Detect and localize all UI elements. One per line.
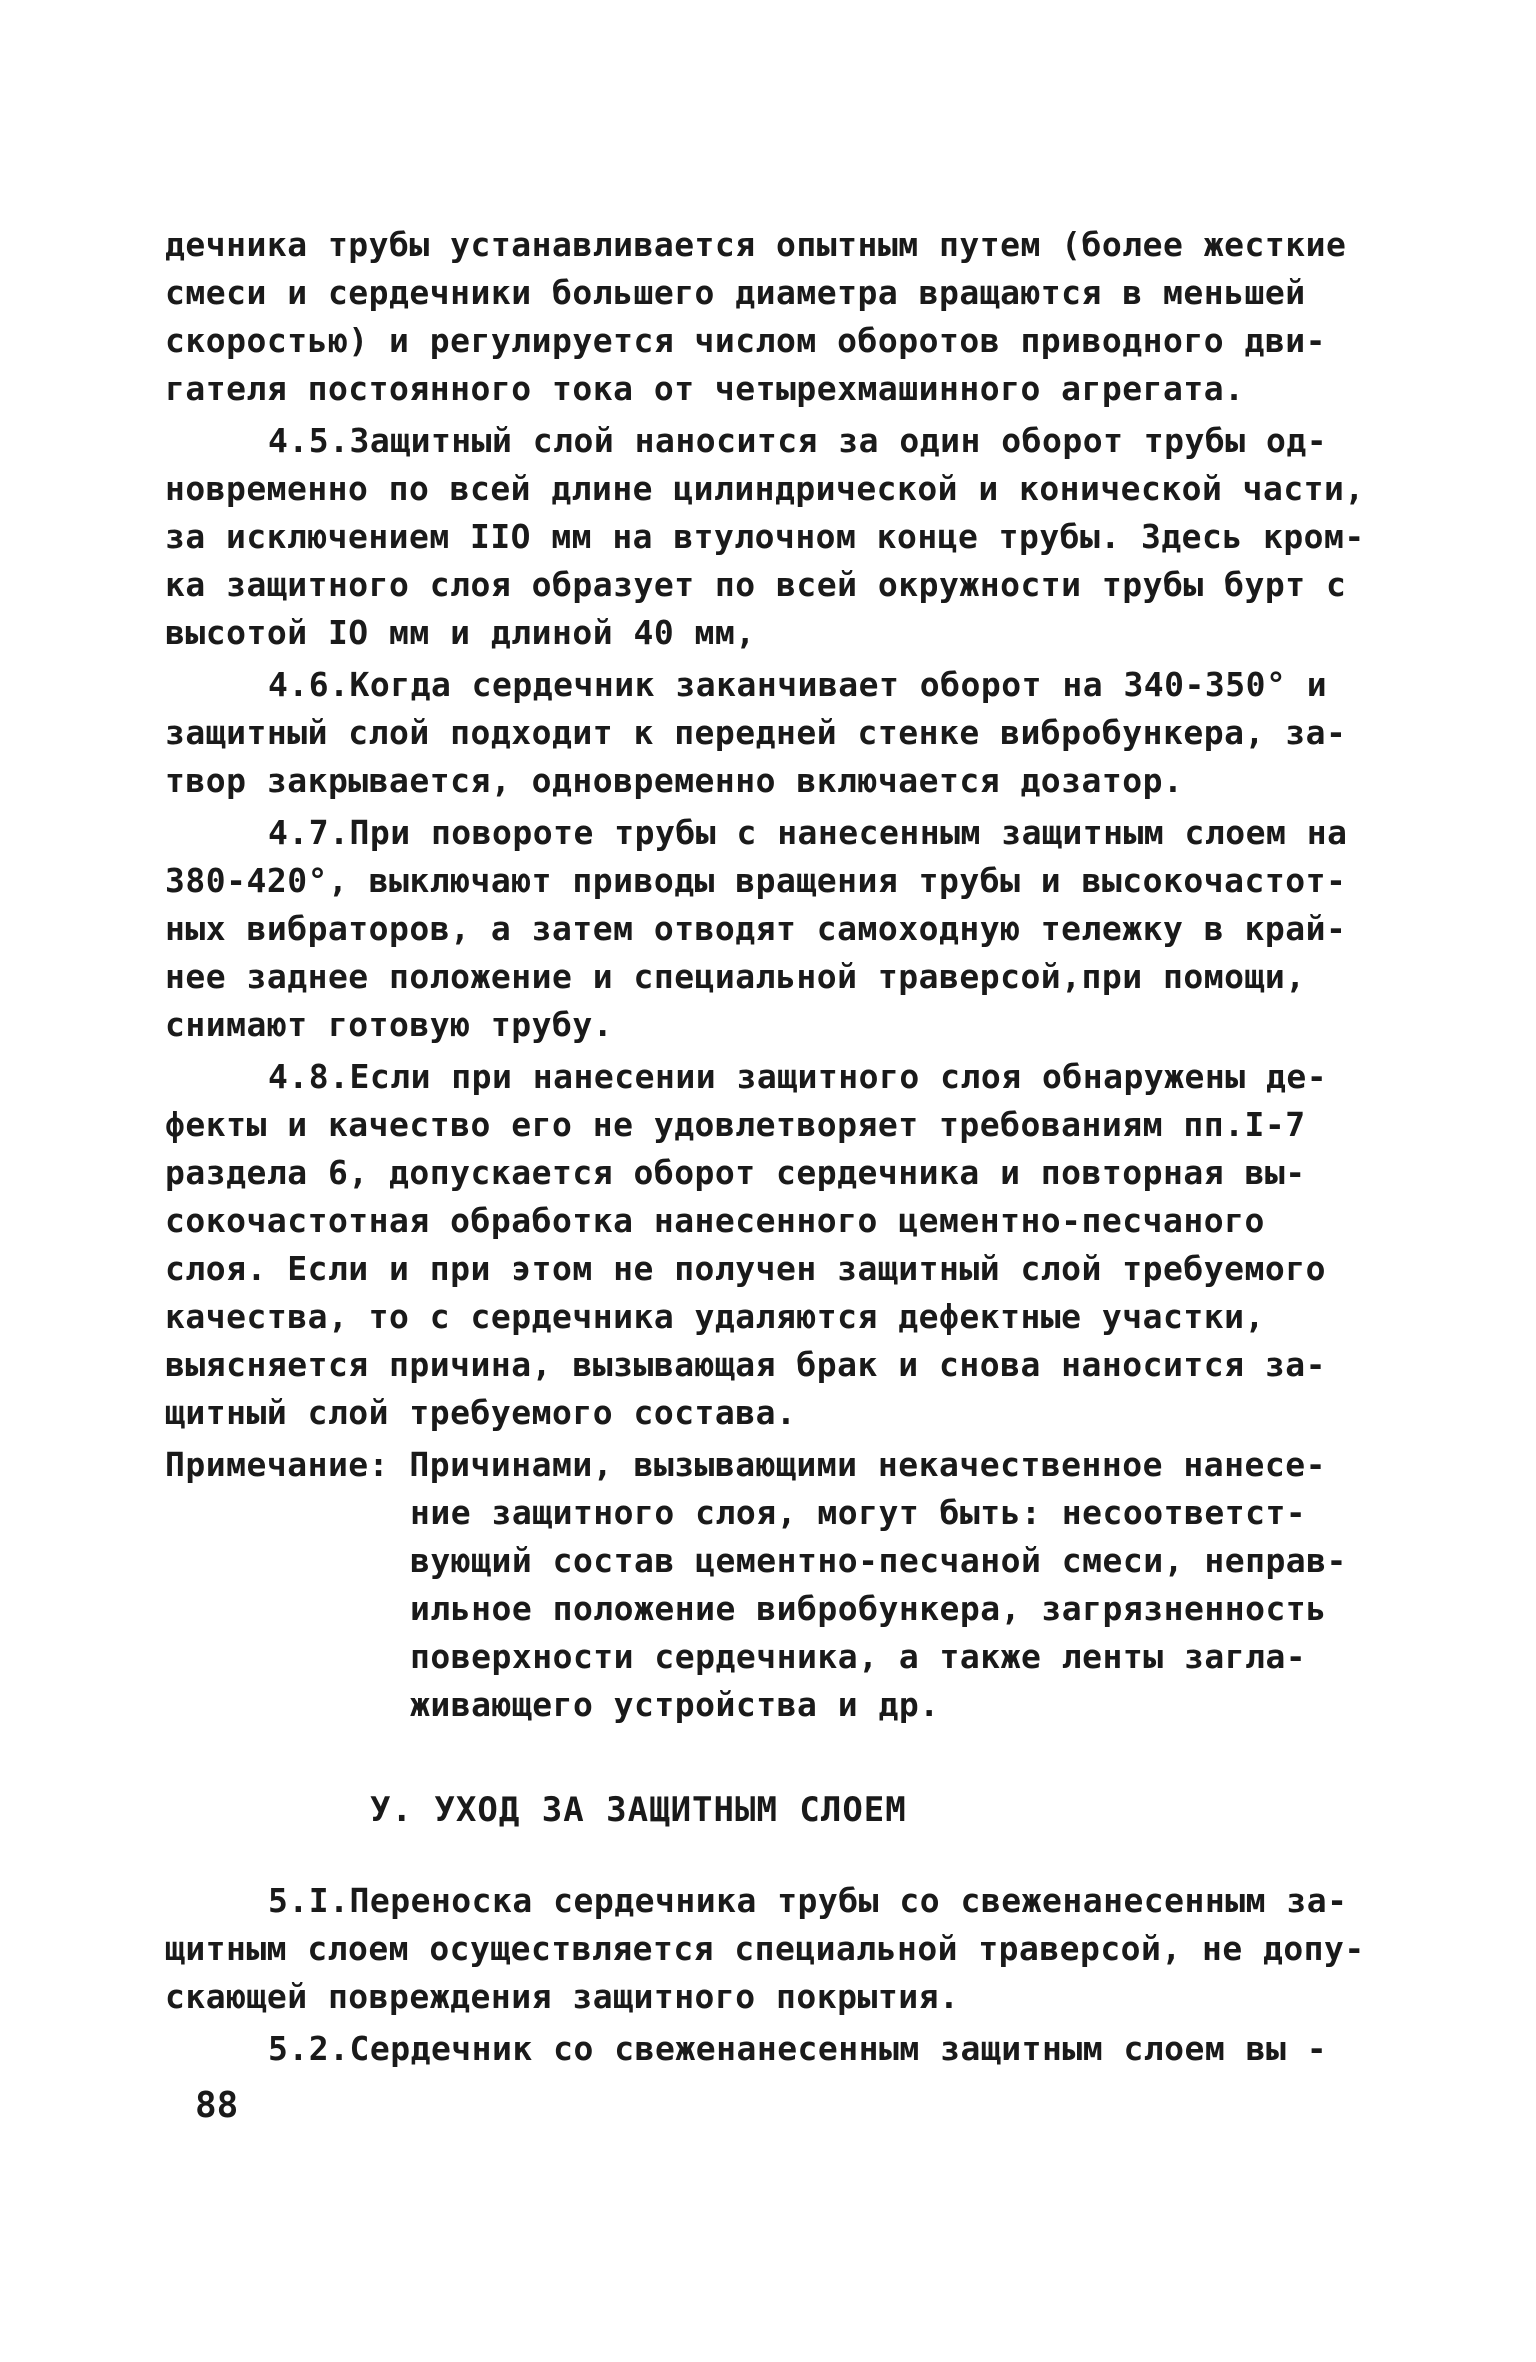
text-line: твор закрывается, одновременно включается дозатор. [165, 761, 1184, 800]
text-line: качества, то с сердечника удаляются дефектные участки, [165, 1297, 1265, 1336]
text-line: гателя постоянного тока от четырехмашинного агрегата. [165, 369, 1245, 408]
text-line: защитный слой подходит к передней стенке вибробункера, за- [165, 713, 1347, 752]
text-line: снимают готовую трубу. [165, 1005, 614, 1044]
text-line: сокочастотная обработка нанесенного цементно-песчаного [165, 1201, 1265, 1240]
text-line: 5.2.Сердечник со свеженанесенным защитным слоем вы - [268, 2029, 1328, 2068]
text-line: фекты и качество его не удовлетворяет требованиям пп.I-7 [165, 1105, 1306, 1144]
page-number: 88 [195, 2085, 239, 2126]
text-line: 4.5.Защитный слой наносится за один оборот трубы од- [268, 421, 1328, 460]
note-line: ильное положение вибробункера, загрязненность [410, 1589, 1327, 1628]
text-line: 4.7.При повороте трубы с нанесенным защитным слоем на [268, 813, 1348, 852]
text-line: 380-420°, выключают приводы вращения трубы и высокочастот- [165, 861, 1347, 900]
text-line: щитный слой требуемого состава. [165, 1393, 797, 1432]
note-line: поверхности сердечника, а также ленты загла- [410, 1637, 1307, 1676]
note-line: вующий состав цементно-песчаной смеси, неправ- [410, 1541, 1347, 1580]
text-line: скоростью) и регулируется числом оборотов приводного дви- [165, 321, 1326, 360]
text-line: ных вибраторов, а затем отводят самоходную тележку в край- [165, 909, 1347, 948]
text-line: скающей повреждения защитного покрытия. [165, 1977, 960, 2016]
text-line: выясняется причина, вызывающая брак и снова наносится за- [165, 1345, 1326, 1384]
note-line: живающего устройства и др. [410, 1685, 940, 1724]
text-line: раздела 6, допускается оборот сердечника и повторная вы- [165, 1153, 1306, 1192]
text-line: 4.6.Когда сердечник заканчивает оборот на 340-350° и [268, 665, 1328, 704]
text-line: смеси и сердечники большего диаметра вращаются в меньшей [165, 273, 1306, 312]
text-line: щитным слоем осуществляется специальной траверсой, не допу- [165, 1929, 1365, 1968]
note-line: Примечание: Причинами, вызывающими некачественное нанесе- [165, 1445, 1326, 1484]
text-line: нее заднее положение и специальной траверсой,при помощи, [165, 957, 1306, 996]
text-line: высотой IO мм и длиной 40 мм, [165, 613, 756, 652]
text-line: ка защитного слоя образует по всей окружности трубы бурт с [165, 565, 1347, 604]
text-line: новременно по всей длине цилиндрической и конической части, [165, 469, 1365, 508]
text-line: дечника трубы устанавливается опытным путем (более жесткие [165, 225, 1347, 264]
text-line: за исключением IIO мм на втулочном конце трубы. Здесь кром- [165, 517, 1365, 556]
text-line: 4.8.Если при нанесении защитного слоя обнаружены де- [268, 1057, 1328, 1096]
text-line: слоя. Если и при этом не получен защитный слой требуемого [165, 1249, 1326, 1288]
text-line: 5.I.Переноска сердечника трубы со свеженанесенным за- [268, 1881, 1348, 1920]
note-line: ние защитного слоя, могут быть: несоответст- [410, 1493, 1307, 1532]
section-heading: У. УХОД ЗА ЗАЩИТНЫМ СЛОЕМ [370, 1790, 907, 1830]
